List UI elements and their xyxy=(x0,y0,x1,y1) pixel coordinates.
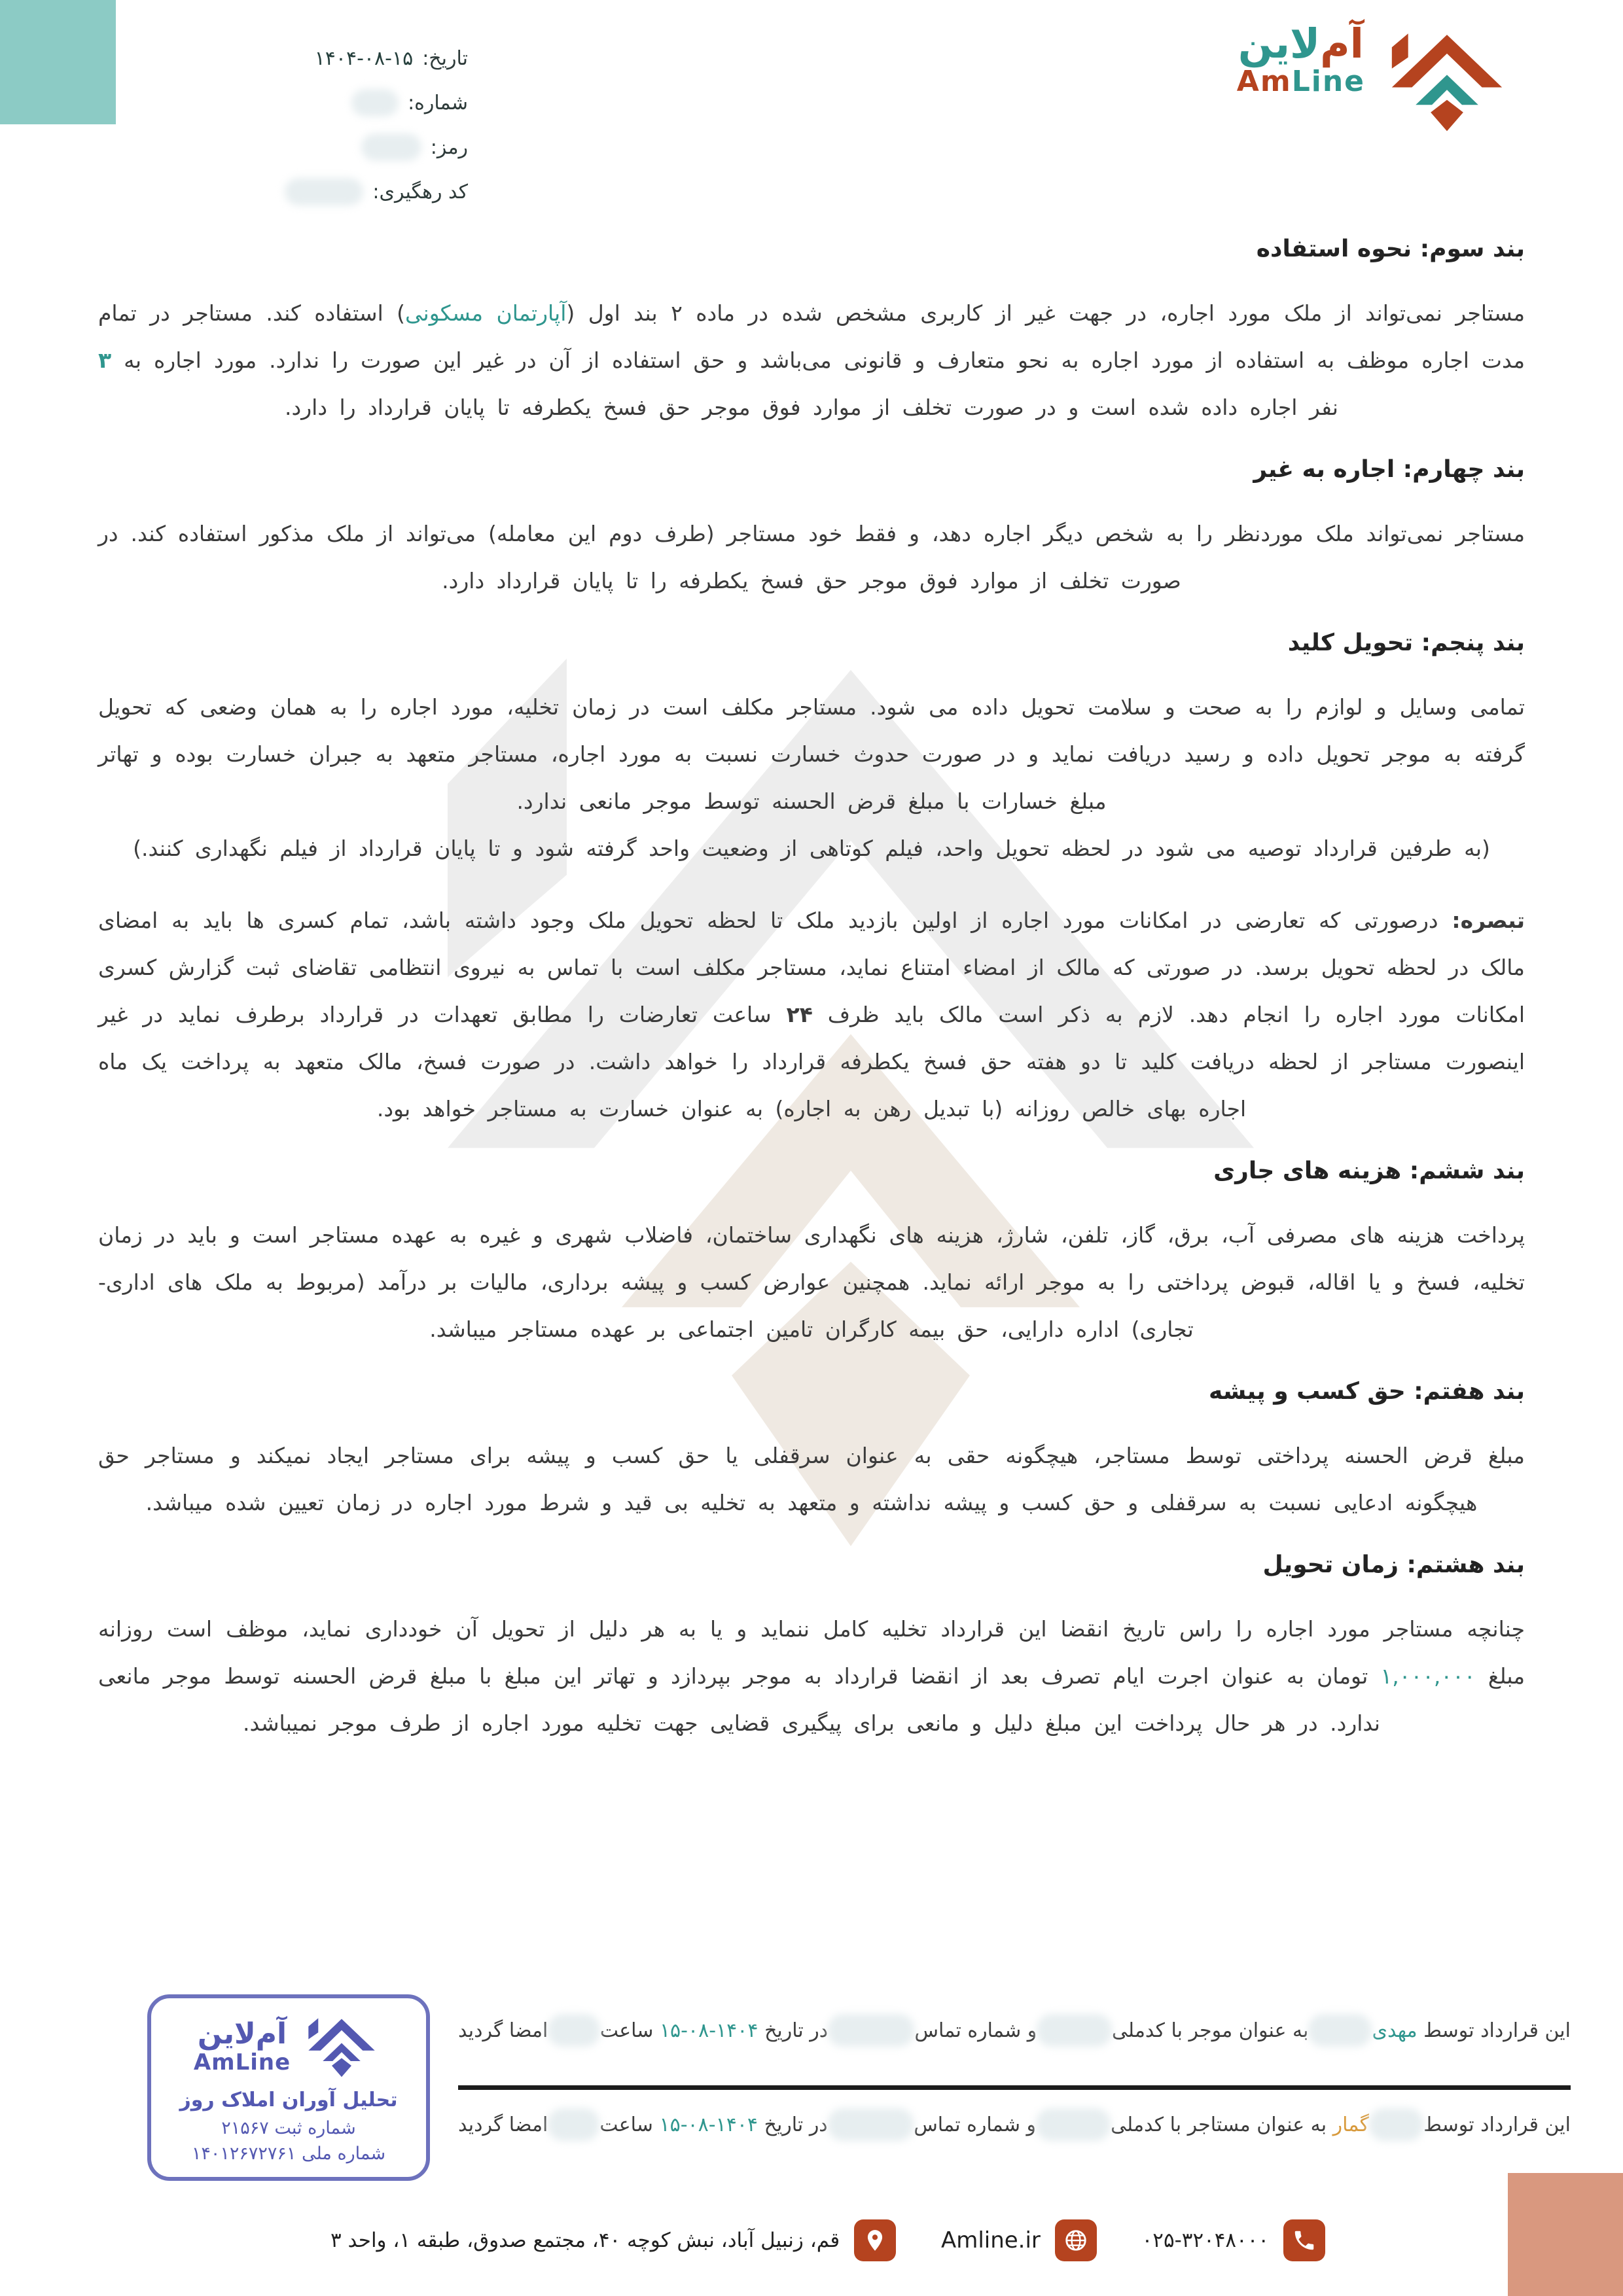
stamp-house-chevrons-icon xyxy=(300,2011,383,2081)
clause-4-paragraph: مستاجر نمی‌تواند ملک موردنظر را به شخص دیگر اجاره دهد، و فقط خود مستاجر (طرف دوم این معامله) می‌تواند از ملک مذکور استفاده کند. در صورت تخلف از موارد فوق موجر حق فسخ یکطرفه را تا پایان قرارداد دارد. xyxy=(98,521,1525,593)
clause-6-heading: بند ششم: هزینه های جاری xyxy=(1213,1157,1525,1184)
redacted-landlord-phone xyxy=(828,2014,914,2047)
contract-body xyxy=(98,236,1525,1772)
agency-stamp xyxy=(147,1994,430,2181)
date-value: ۱۴۰۴-۰۸-۱۵ xyxy=(314,46,414,70)
logo-fa-first: آم‌ xyxy=(1320,20,1364,67)
tenant-sign-date: ۱۴۰۴-۰۸-۱۵ xyxy=(659,2113,758,2136)
redacted-landlord-sign-time xyxy=(548,2014,599,2047)
clause-3-property-type: آپارتمان مسکونی xyxy=(405,300,567,326)
logo-fa-rest: لاین xyxy=(1238,20,1321,67)
landlord-first-name: مهدی xyxy=(1372,2019,1418,2042)
sig2-signed-text: امضا گردید xyxy=(457,2113,548,2136)
clause-5-heading: بند پنجم: تحویل کلید xyxy=(1287,629,1525,656)
redacted-tenant-sign-time xyxy=(548,2108,599,2141)
footer-phone-number: ۰۲۵-۳۲۰۴۸۰۰۰ xyxy=(1141,2229,1269,2252)
note-text-b: ساعت تعارضات را مطابق تعهدات در قرارداد برطرف نماید در غیر اینصورت مستاجر از لحظه دریافت کلید تا دو هفته حق فسخ یکطرفه قرارداد را خواهد داشت. در صورت فسخ، مالک متعهد به پرداخت یک ماه اجاره بهای خالص روزانه (با تبدیل رهن به اجاره) به عنوان خسارت به مستاجر خواهد بود. xyxy=(98,1002,1525,1122)
footer-address-text: قم، زنبیل آباد، نبش کوچه ۴۰، مجتمع صدوق، طبقه ۱، واحد ۳ xyxy=(330,2229,840,2252)
clause-3-paragraph xyxy=(98,290,1525,431)
sig1-signed-text: امضا گردید xyxy=(458,2019,548,2042)
sig2-prefix: این قرارداد توسط xyxy=(1423,2113,1571,2136)
clause-8-heading: بند هشتم: زمان تحویل xyxy=(1262,1551,1525,1578)
corner-accent-bottom-right xyxy=(1508,2173,1623,2296)
stamp-agency-name: تحلیل آوران املاک روز xyxy=(179,2089,398,2111)
clause-3-heading: بند سوم: نحوه استفاده xyxy=(1256,236,1525,262)
meta-tracking-row xyxy=(167,169,468,214)
logo-en-text xyxy=(1236,65,1365,99)
meta-date-row xyxy=(167,36,468,80)
amline-logo xyxy=(1237,22,1514,137)
sig2-phone-text: و شماره تماس xyxy=(914,2113,1037,2136)
sig1-role-text: به عنوان موجر با کدملی xyxy=(1111,2019,1309,2042)
sig1-date-text: در تاریخ ۱۴۰۴-۰۸-۱۵ ساعت xyxy=(599,2019,829,2042)
note-hours: ۲۴ xyxy=(786,1002,813,1027)
note-label: تبصره: xyxy=(1452,908,1525,933)
globe-icon xyxy=(1055,2219,1097,2261)
footer-address xyxy=(330,2219,896,2261)
sig1-phone-text: و شماره تماس xyxy=(914,2019,1037,2042)
redacted-tenant-phone xyxy=(828,2108,914,2141)
redacted-code-value xyxy=(361,133,421,161)
note-text-a: درصورتی که تعارضی در امکانات مورد اجاره از اولین بازدید ملک تا لحظه تحویل ملک وجود داشته باشد، تمام کسری ها باید به امضای مالک در لحظه تحویل برسد. در صورتی که مالک از امضاء امتناع نماید، مستاجر مکلف است با تماس به نیروی انتظامی تقاضای ثبت گزارش کسری امکانات مورد اجاره را انجام دهد. لازم به ذکر است مالک باید ظرف xyxy=(98,908,1525,1027)
tracking-label: کد رهگیری: xyxy=(372,180,468,203)
landlord-signature-line xyxy=(458,2014,1571,2047)
stamp-fa-text: آم‌لاین xyxy=(197,2017,287,2051)
redacted-landlord-national-id xyxy=(1037,2014,1112,2047)
code-label: رمز: xyxy=(430,135,468,159)
clause-3-text-c: نفر اجاره داده شده است و در صورت تخلف از موارد فوق موجر حق فسخ یکطرفه تا پایان قرارداد را دارد. xyxy=(285,395,1338,420)
logo-en-rest: Line xyxy=(1291,65,1365,99)
logo-fa-text xyxy=(1238,22,1364,65)
sig2-date-text: در تاریخ ۱۴۰۴-۰۸-۱۵ ساعت xyxy=(599,2113,828,2136)
redacted-number-value xyxy=(351,89,399,116)
sig2-role-text: گمار به عنوان مستاجر با کدملی xyxy=(1111,2113,1369,2136)
clause-5-advice-paragraph: (به طرفین قرارداد توصیه می شود در لحظه تحویل واحد، فیلم کوتاهی از وضعیت واحد گرفته شود و تا پایان قرارداد از فیلم نگهداری کنند.) xyxy=(133,836,1490,861)
date-label: تاریخ: xyxy=(422,46,468,70)
clause-6-paragraph: پرداخت هزینه های مصرفی آب، برق، گاز، تلفن، شارژ، هزینه های نگهداری ساختمان، فاضلاب شهری و غیره به عهده مستاجر است و باید در زمان تخلیه، فسخ و یا اقاله، قبوض پرداختی را به موجر ارائه نماید. همچنین عوارض کسب و پیشه برداری، مالیات بر درآمد (مربوط به ملک های اداری-تجاری) اداره دارایی، حق بیمه کارگران تامین اجتماعی بر عهده مستاجر میباشد. xyxy=(98,1222,1525,1342)
logo-en-first: Am xyxy=(1236,65,1292,99)
meta-code-row xyxy=(167,125,468,169)
sig1-prefix: این قرارداد توسط مهدی xyxy=(1372,2019,1571,2042)
meta-number-row xyxy=(167,80,468,125)
clause-5-paragraph: تمامی وسایل و لوازم را به صحت و سلامت تحویل داده می شود. مستاجر مکلف است در زمان تخلیه، مورد اجاره را به همان وضعی که تحویل گرفته به موجر تحویل داده و رسید دریافت نماید و در صورت حدوث خسارت نسبت به مورد اجاره، مستاجر متعهد به جبران خسارت بوده و تهاتر مبلغ خسارات با مبلغ قرض الحسنه توسط موجر مانعی ندارد. xyxy=(98,694,1525,814)
phone-icon xyxy=(1283,2219,1325,2261)
number-label: شماره: xyxy=(408,91,468,115)
tenant-signature-line xyxy=(458,2108,1571,2141)
footer-website-url: Amline.ir xyxy=(940,2227,1041,2253)
clause-4-heading: بند چهارم: اجاره به غیر xyxy=(1253,456,1525,483)
signature-divider xyxy=(458,2085,1571,2090)
stamp-national-number: شماره ملی ۱۴۰۱۲۶۷۲۷۶۱ xyxy=(191,2144,386,2164)
location-pin-icon xyxy=(854,2219,896,2261)
clause-7-heading: بند هفتم: حق کسب و پیشه xyxy=(1209,1378,1525,1405)
footer-website xyxy=(941,2219,1097,2261)
redacted-tenant-national-id xyxy=(1036,2108,1111,2141)
corner-accent-top-left xyxy=(0,0,116,124)
landlord-sign-date: ۱۴۰۴-۰۸-۱۵ xyxy=(659,2019,758,2042)
house-chevrons-icon xyxy=(1380,22,1514,137)
clause-3-text-b: ) استفاده کند. مستاجر در تمام مدت اجاره موظف به استفاده از مورد اجاره به نحو متعارف و قانونی می‌باشد و حق استفاده از آن در غیر این صورت را ندارد. مورد اجاره به xyxy=(98,300,1525,373)
stamp-header xyxy=(159,2011,418,2081)
clause-8-paragraph xyxy=(98,1606,1525,1747)
redacted-tenant-first-name xyxy=(1369,2108,1423,2141)
header-meta xyxy=(167,36,468,214)
tenant-surname: گمار xyxy=(1332,2113,1369,2136)
clause-7-paragraph: مبلغ قرض الحسنه پرداختی توسط مستاجر، هیچگونه حقی به عنوان سرقفلی یا حق کسب و پیشه برای مستاجر ایجاد نمیکند و مستاجر حق هیچگونه ادعایی نسبت به سرقفلی و حق کسب و پیشه نداشته و متعهد به تخلیه بی قید و شرط مورد اجاره در زمان تعیین شده میباشد. xyxy=(98,1443,1525,1515)
logo-wordmark xyxy=(1236,20,1365,99)
clause-3-text-a: مستاجر نمی‌تواند از ملک مورد اجاره، در جهت غیر از کاربری مشخص شده در ماده ۲ بند اول ( xyxy=(566,300,1525,326)
stamp-wordmark xyxy=(194,2019,291,2074)
clause-8-daily-amount: ۱,۰۰۰,۰۰۰ xyxy=(1380,1663,1476,1689)
stamp-en-text: AmLine xyxy=(193,2049,291,2076)
stamp-registration-number: شماره ثبت ۲۱۵۶۷ xyxy=(221,2118,356,2138)
footer-phone xyxy=(1142,2219,1325,2261)
redacted-landlord-surname xyxy=(1308,2014,1372,2047)
redacted-tracking-value xyxy=(285,178,363,205)
footer-contact-bar xyxy=(330,2219,1325,2261)
clause-3-occupants-count: ۳ xyxy=(98,347,112,373)
clause-8-text-a: چنانچه مستاجر مورد اجاره را راس تاریخ انقضا این قرارداد تخلیه کامل ننماید و یا به هر دلیل از تحویل آن خودداری نماید، موظف است روزانه مبلغ xyxy=(98,1616,1525,1689)
note-paragraph xyxy=(98,897,1525,1133)
clause-8-text-b: تومان به عنوان اجرت ایام تصرف بعد از انقضا قرارداد به موجر بپردازد و تهاتر این مبلغ با مبلغ قرض الحسنه توسط موجر مانعی ندارد. در هر حال پرداخت این مبلغ دلیل و مانعی برای پیگیری قضایی جهت تخلیه مورد اجاره از طرف موجر نمیباشد. xyxy=(98,1663,1381,1736)
